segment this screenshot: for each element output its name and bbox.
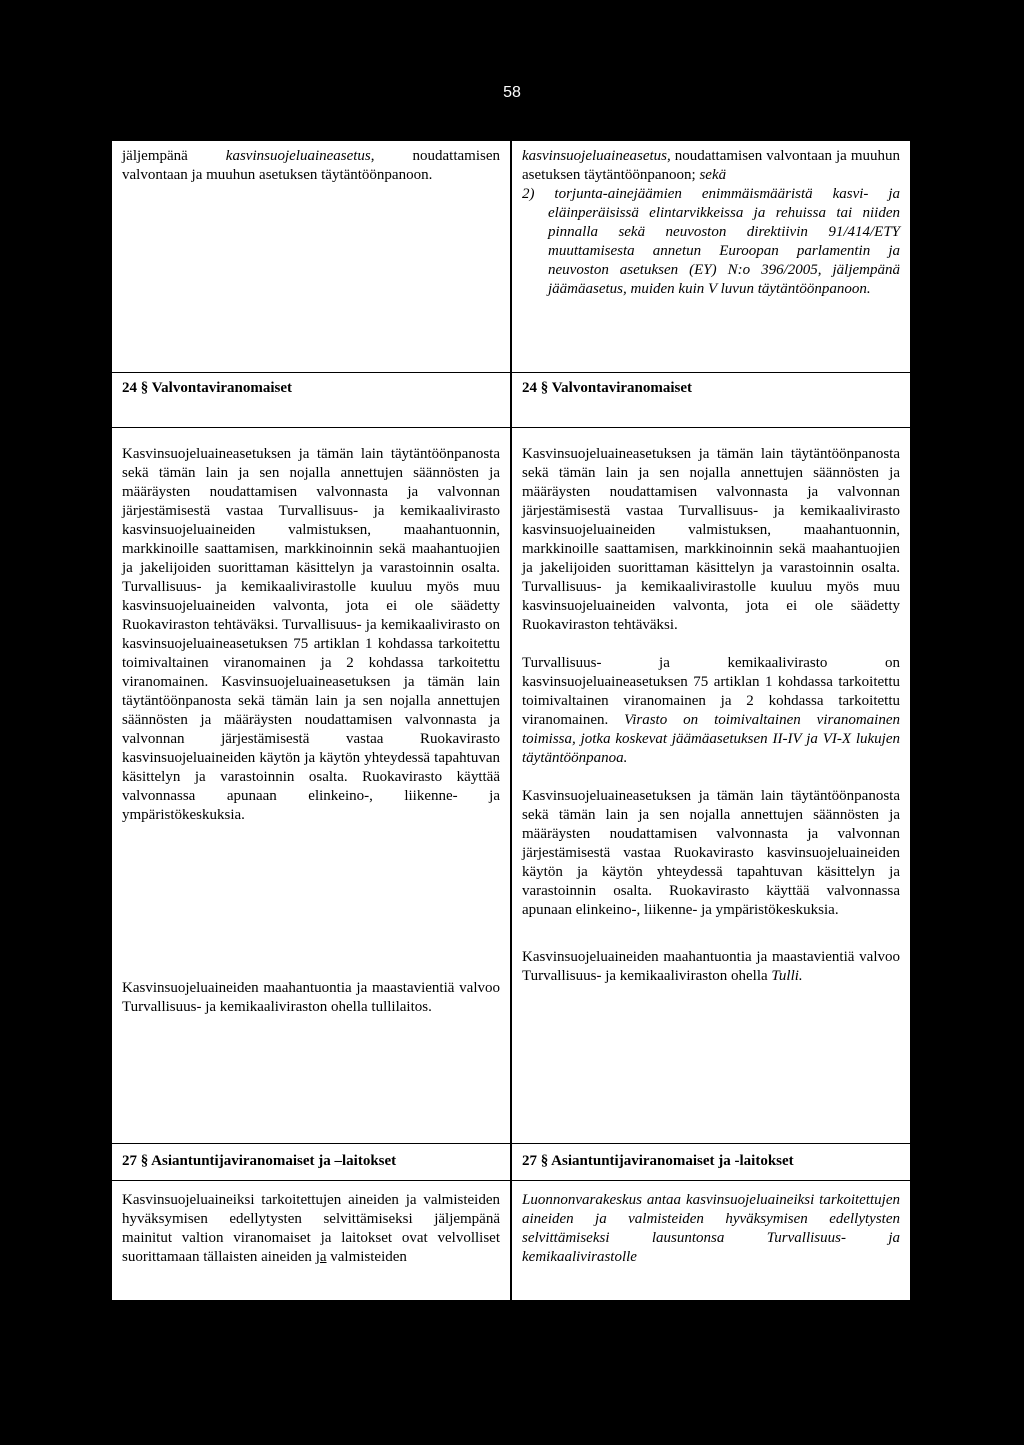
row2-left-heading-cell <box>111 372 511 428</box>
row2-right-heading-cell <box>511 372 911 428</box>
section-24-heading-right: 24 § Valvontaviranomaiset <box>522 380 693 396</box>
row3-right-p4 <box>522 948 900 986</box>
row5-left-cell <box>111 1180 511 1300</box>
row1-right-normal: , noudattamisen valvontaan ja muuhun asetuksen täytäntöönpanoon; <box>522 148 900 183</box>
row3-right-p3: Kasvinsuojeluaineasetuksen ja tämän lain täytäntöönpanosta sekä tämän lain ja sen nojalla annettujen säännösten ja määräysten noudattamisen valvonnasta ja valvonnan järjestämisestä vastaa Ruokavirasto kasvinsuojeluaineiden käytön ja käytön yhteydessä tapahtuvan käsittelyn ja varastoinnin osalta. Ruokavirasto käyttää valvonnassa apunaan elinkeino-, liikenne- ja ympäristökeskuksia. <box>522 788 900 918</box>
row3-right-p2 <box>522 654 900 768</box>
row5-left-main: Kasvinsuojeluaineiksi tarkoitettujen aineiden ja valmisteiden hyväksymisen edellytysten selvittämiseksi jäljempänä mainitut valtion viranomaiset ja laitokset ovat velvolliset suorittamaan tällaisten aineiden <box>122 1192 500 1265</box>
row1-right-italic-end: sekä <box>699 167 727 183</box>
row1-right-item2: 2) torjunta-ainejäämien enimmäismääristä kasvi- ja eläinperäisissä elintarvikkeissa ja rehuissa tai niiden pinnalla sekä neuvoston direktiivin 91/414/ETY muuttamisesta annetun Euroopan parlamentin ja neuvoston asetuksen (EY) N:o 396/2005, jäljempänä jäämäasetus, muiden kuin V luvun täytäntöönpanoon. <box>522 186 900 297</box>
row3-right-p2-normal: Turvallisuus- ja kemikaalivirasto on kasvinsuojeluaineasetuksen 75 artiklan 1 kohdassa tarkoitettu toimivaltainen viranomainen ja 2 kohdassa tarkoitettu viranomainen. <box>522 655 900 728</box>
row4-right-heading-cell <box>511 1143 911 1181</box>
row5-left-text <box>122 1191 500 1267</box>
row1-left-italic: kasvinsuojeluaineasetus <box>225 148 371 164</box>
row3-right-p2-italic: Virasto on toimivaltainen viranomainen toimissa, jotka koskevat jäämäasetuksen II-IV ja VI-X lukujen täytäntöönpanoa. <box>522 712 900 766</box>
comparison-table <box>111 140 911 1300</box>
row1-right-cell <box>511 140 911 373</box>
row1-left-rest: , noudattamisen valvontaan ja muuhun asetuksen täytäntöönpanoon. <box>122 148 500 183</box>
row3-left-p2: Kasvinsuojeluaineiden maahantuontia ja maastavientiä valvoo Turvallisuus- ja kemikaaliviraston ohella tullilaitos. <box>122 980 500 1015</box>
row1-left-text <box>122 147 500 185</box>
row5-left-underlined: ja <box>315 1249 327 1265</box>
row3-right-p4-normal: Kasvinsuojeluaineiden maahantuontia ja maastavientiä valvoo Turvallisuus- ja kemikaaliviraston ohella <box>522 949 900 984</box>
row1-left-cell <box>111 140 511 373</box>
row5-right-cell <box>511 1180 911 1300</box>
row5-left-end: valmisteiden <box>326 1249 407 1265</box>
row1-right-italic-start: kasvinsuojeluaineasetus <box>522 148 667 164</box>
section-27-heading-left: 27 § Asiantuntijaviranomaiset ja –laitokset <box>122 1153 397 1169</box>
section-24-heading-left: 24 § Valvontaviranomaiset <box>122 380 293 396</box>
row3-left-cell <box>111 427 511 1144</box>
row3-right-p1: Kasvinsuojeluaineasetuksen ja tämän lain täytäntöönpanosta sekä tämän lain ja sen nojalla annettujen säännösten ja määräysten noudattamisen valvonnasta ja valvonnan järjestämisestä vastaa Turvallisuus- ja kemikaalivirasto kasvinsuojeluaineiden valmistuksen, maahantuonnin, markkinoille saattamisen, markkinoinnin sekä maahantuojien ja jakelijoiden suorittaman käsittelyn ja varastoinnin osalta. Turvallisuus- ja kemikaalivirastolle kuuluu myös muu kasvinsuojeluaineiden valvonta, jota ei ole säädetty Ruokaviraston tehtäväksi. <box>522 446 900 633</box>
row4-left-heading-cell <box>111 1143 511 1181</box>
section-27-heading-right: 27 § Asiantuntijaviranomaiset ja -laitokset <box>522 1153 794 1169</box>
row3-left-p1: Kasvinsuojeluaineasetuksen ja tämän lain täytäntöönpanosta sekä tämän lain ja sen nojalla annettujen säännösten ja määräysten noudattamisen valvonnasta ja valvonnan järjestämisestä vastaa Turvallisuus- ja kemikaalivirasto kasvinsuojeluaineiden valmistuksen, maahantuonnin, markkinoille saattamisen, markkinoinnin sekä maahantuojien ja jakelijoiden suorittaman käsittelyn ja varastoinnin osalta. Turvallisuus- ja kemikaalivirastolle kuuluu myös muu kasvinsuojeluaineiden valvonta, jota ei ole säädetty Ruokaviraston tehtäväksi. Turvallisuus- ja kemikaalivirasto on kasvinsuojeluaineasetuksen 75 artiklan 1 kohdassa tarkoitettu toimivaltainen viranomainen ja 2 kohdassa tarkoitettu viranomainen. Kasvinsuojeluaineasetuksen ja tämän lain täytäntöönpanosta sekä tämän lain ja sen nojalla annettujen säännösten ja määräysten noudattamisen valvonnasta ja valvonnan järjestämisestä vastaa Ruokavirasto kasvinsuojeluaineiden käytön ja käytön yhteydessä tapahtuvan käsittelyn ja varastoinnin osalta. Ruokavirasto käyttää valvonnassa apunaan elinkeino-, liikenne- ja ympäristökeskuksia. <box>122 446 500 823</box>
row1-right-text <box>522 147 900 185</box>
row3-right-p4-italic: Tulli. <box>771 968 803 984</box>
row1-left-normal: jäljempänä <box>122 148 226 164</box>
row3-right-cell <box>511 427 911 1144</box>
row5-right-text: Luonnonvarakeskus antaa kasvinsuojeluaineiksi tarkoitettujen aineiden ja valmisteiden hyväksymisen edellytysten selvittämiseksi lausuntonsa Turvallisuus- ja kemikaalivirastolle <box>522 1192 900 1265</box>
page-number: 58 <box>503 84 521 101</box>
